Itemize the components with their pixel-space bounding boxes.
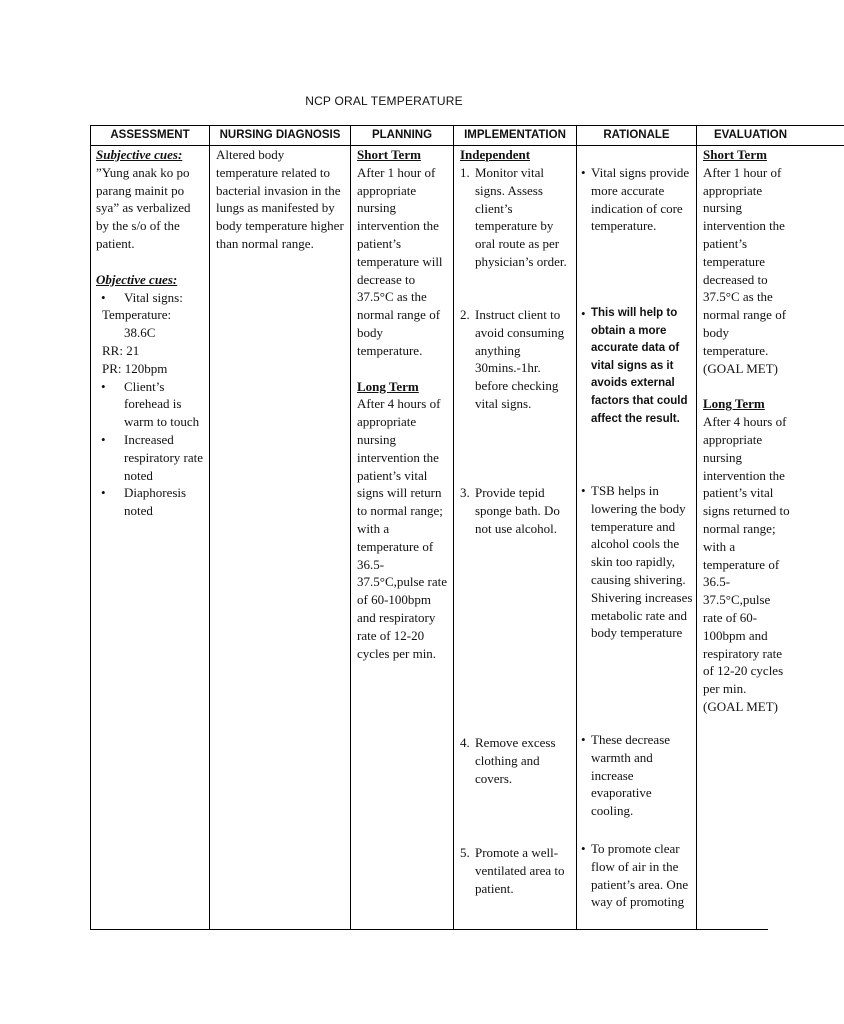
bullet-icon: • xyxy=(101,289,106,305)
implementation-cell xyxy=(454,146,576,929)
vital-signs-label: Vital signs: xyxy=(124,289,183,305)
assessment-bullet-text: Client’s forehead is warm to touch xyxy=(124,378,200,430)
temperature-label: Temperature: xyxy=(102,307,172,323)
pulse-rate: PR: 120bpm xyxy=(102,360,168,376)
item-number: 4. xyxy=(460,735,470,750)
item-text: Monitor vital signs. Assess client’s temperature by oral route as per physician’s order. xyxy=(475,165,567,269)
evaluation-long-term-goal: (GOAL MET) xyxy=(703,698,778,714)
item-text: Provide tepid sponge bath. Do not use alcohol. xyxy=(475,485,560,536)
rationale-text: TSB helps in lowering the body temperature and alcohol cools the skin too rapidly, causing shivering. Shivering increases metabolic rate and body temperature xyxy=(591,483,693,641)
planning-long-term-text: After 4 hours of appropriate nursing intervention the patient’s vital signs will return to normal range; with a temperature of 36.5-37.5°C,pulse rate of 60-100bpm and respiratory rate of 12-20 cycles per min. xyxy=(357,396,448,661)
column-divider xyxy=(696,125,697,930)
rationale-item xyxy=(581,164,693,235)
assessment-cell xyxy=(96,146,206,520)
implementation-independent-label: Independent xyxy=(460,147,531,162)
planning-short-term-text: After 1 hour of appropriate nursing intervention the patient’s temperature will decrease to 37.5°C as the normal range of body temperature. xyxy=(357,164,443,358)
bullet-icon: • xyxy=(581,165,586,180)
header-implementation: IMPLEMENTATION xyxy=(454,125,576,146)
evaluation-short-term-label: Short Term xyxy=(703,147,767,162)
item-number: 2. xyxy=(460,307,470,322)
item-text: Instruct client to avoid consuming anything 30mins.-1hr. before checking vital signs. xyxy=(475,307,565,411)
bullet-icon: • xyxy=(101,431,106,447)
bullet-icon: • xyxy=(101,485,106,501)
respiratory-rate: RR: 21 xyxy=(102,342,140,358)
rationale-item xyxy=(581,731,693,820)
rationale-text: To promote clear flow of air in the patient’s area. One way of promoting xyxy=(591,841,689,910)
rationale-item xyxy=(581,305,693,428)
implementation-item xyxy=(460,734,572,787)
evaluation-long-term-label: Long Term xyxy=(703,396,765,412)
assessment-bullet-text: Diaphoresis noted xyxy=(124,485,187,519)
implementation-item xyxy=(460,164,572,271)
bullet-icon: • xyxy=(581,483,586,498)
assessment-bullet-item xyxy=(96,378,206,431)
rationale-cell xyxy=(577,146,696,929)
planning-long-term-label: Long Term xyxy=(357,378,419,394)
item-text: Remove excess clothing and covers. xyxy=(475,735,556,786)
bullet-icon: • xyxy=(581,306,586,321)
column-divider xyxy=(209,125,210,930)
evaluation-long-term-text: After 4 hours of appropriate nursing intervention the patient’s vital signs returned to normal range; with a temperature of 36.5-37.5°C,pulse rate of 60-100bpm and respiratory rate of 12-20 cycles per min. xyxy=(703,414,790,697)
rationale-text: Vital signs provide more accurate indication of core temperature. xyxy=(591,165,690,234)
header-evaluation: EVALUATION xyxy=(697,125,844,146)
nursing-diagnosis-cell xyxy=(216,146,346,253)
header-nursing-diagnosis: NURSING DIAGNOSIS xyxy=(210,125,350,146)
objective-cues-label: Objective cues: xyxy=(96,271,178,287)
nursing-diagnosis-text: Altered body temperature related to bacterial invasion in the lungs as manifested by body temperature higher than normal range. xyxy=(216,147,344,251)
assessment-bullet-item xyxy=(96,484,206,520)
planning-cell xyxy=(357,146,450,662)
bullet-icon: • xyxy=(581,732,586,747)
assessment-bullet-text: Increased respiratory rate noted xyxy=(124,431,204,483)
planning-short-term-label: Short Term xyxy=(357,147,421,162)
assessment-bullet-item xyxy=(96,431,206,484)
rationale-text: These decrease warmth and increase evaporative cooling. xyxy=(591,732,671,819)
implementation-item xyxy=(460,484,572,537)
evaluation-short-term-goal: (GOAL MET) xyxy=(703,360,778,376)
vital-signs-item xyxy=(96,289,206,307)
implementation-item xyxy=(460,306,572,413)
subjective-cues-text: ”Yung anak ko po parang mainit po sya” as verbalized by the s/o of the patient. xyxy=(96,164,191,251)
item-number: 5. xyxy=(460,845,470,860)
table-border-bottom xyxy=(90,929,768,930)
temperature-value: 38.6C xyxy=(124,325,156,341)
column-divider xyxy=(350,125,351,930)
evaluation-cell xyxy=(703,146,790,929)
table-border-top xyxy=(90,125,768,126)
bullet-icon: • xyxy=(101,378,106,394)
header-planning: PLANNING xyxy=(351,125,453,146)
bullet-icon: • xyxy=(581,841,586,856)
header-rationale: RATIONALE xyxy=(577,125,696,146)
item-text: Promote a well-ventilated area to patient. xyxy=(475,845,565,896)
item-number: 1. xyxy=(460,165,470,180)
rationale-text: This will help to obtain a more accurate data of vital signs as it avoids external factors that could affect the result. xyxy=(591,307,688,425)
header-assessment: ASSESSMENT xyxy=(91,125,209,146)
document-title: NCP ORAL TEMPERATURE xyxy=(305,94,463,108)
evaluation-short-term-text: After 1 hour of appropriate nursing intervention the patient’s temperature decreased to 37.5°C as the normal range of body temperature. xyxy=(703,164,787,358)
subjective-cues-label: Subjective cues: xyxy=(96,147,183,162)
implementation-item xyxy=(460,844,572,897)
rationale-item xyxy=(581,482,693,642)
table-border-left xyxy=(90,125,91,930)
rationale-item xyxy=(581,840,693,911)
item-number: 3. xyxy=(460,485,470,500)
